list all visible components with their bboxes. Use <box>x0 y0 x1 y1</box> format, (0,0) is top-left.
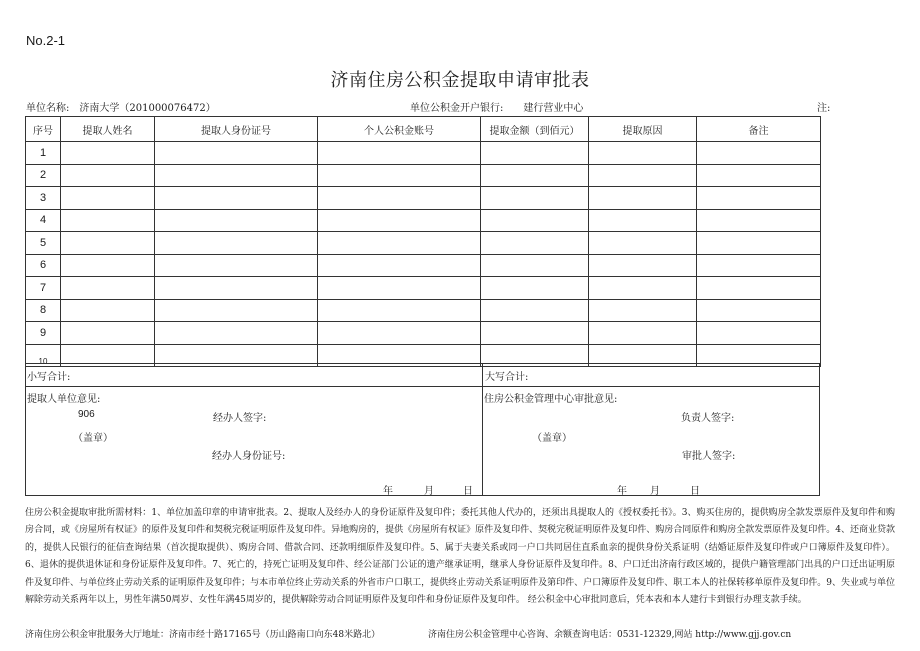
col-header-account: 个人公积金账号 <box>318 117 481 142</box>
row-index: 6 <box>26 254 61 277</box>
account-cell[interactable] <box>318 187 481 210</box>
account-cell[interactable] <box>318 277 481 300</box>
reason-cell[interactable] <box>589 232 697 255</box>
id-cell[interactable] <box>155 164 318 187</box>
bank-info <box>410 99 583 114</box>
name-cell[interactable] <box>61 322 155 345</box>
leader-sign-label: 负责人签字: <box>681 413 735 424</box>
unit-date-year: 年 <box>383 486 393 497</box>
amount-cell[interactable] <box>481 232 589 255</box>
remark-cell[interactable] <box>697 254 821 277</box>
table-row <box>26 164 821 187</box>
center-date-year: 年 <box>617 486 627 497</box>
remark-cell[interactable] <box>697 232 821 255</box>
center-opinion-label: 住房公积金管理中心审批意见: <box>484 394 618 405</box>
handler-sign-label: 经办人签字: <box>213 413 267 424</box>
subtotal-lower-label: 小写合计: <box>27 372 71 383</box>
remark-cell[interactable] <box>697 142 821 165</box>
table-row <box>26 254 821 277</box>
remark-cell[interactable] <box>697 187 821 210</box>
center-date-month: 月 <box>650 486 660 497</box>
document-number: No.2-1 <box>26 33 66 48</box>
unit-seal-label: （盖章） <box>73 433 113 444</box>
name-cell[interactable] <box>61 277 155 300</box>
table-row <box>26 187 821 210</box>
unit-name-label: 单位名称: <box>26 103 70 114</box>
account-cell[interactable] <box>318 142 481 165</box>
reason-cell[interactable] <box>589 209 697 232</box>
name-cell[interactable] <box>61 232 155 255</box>
name-cell[interactable] <box>61 187 155 210</box>
id-cell[interactable] <box>155 209 318 232</box>
subtotal-lower-cell[interactable] <box>25 363 483 387</box>
center-opinion-section <box>482 386 820 496</box>
row-index: 10 <box>26 344 61 367</box>
row-index: 1 <box>26 142 61 165</box>
id-cell[interactable] <box>155 187 318 210</box>
account-cell[interactable] <box>318 164 481 187</box>
row-index: 3 <box>26 187 61 210</box>
amount-cell[interactable] <box>481 164 589 187</box>
reason-cell[interactable] <box>589 164 697 187</box>
table-row <box>26 209 821 232</box>
account-cell[interactable] <box>318 232 481 255</box>
row-index: 4 <box>26 209 61 232</box>
amount-cell[interactable] <box>481 277 589 300</box>
subtotal-upper-label: 大写合计: <box>485 372 529 383</box>
name-cell[interactable] <box>61 299 155 322</box>
footer-address: 济南住房公积金审批服务大厅地址：济南市经十路17165号（历山路南口向东48米路北） <box>25 630 381 640</box>
unit-opinion-section <box>25 386 483 496</box>
materials-notes: 住房公积金提取审批所需材料：1、单位加盖印章的申请审批表。2、提取人及经办人的身份证原件及复印件；委托其他人代办的，还须出具提取人的《授权委托书》。3、购买住房的，提供购房全款发票原件及复印件和购房合同，或《房屋所有权证》的原件及复印件和契税完税证明原件及复印件。异地购房的，提供《房屋所有权证》原件及复印件、契税完税证明原件及复印件、购房合同原件和购房全款发票原件及复印件。4、还商业贷款的，提供人民银行的征信查询结果（首次提取提供）、购房合同、借款合同、还款明细原件及复印件。5、属于夫妻关系或同一户口共同居住直系血亲的提供身份关系证明（结婚证原件及复印件或户口簿原件及复印件）。6、退休的提供退休证和身份证原件及复印件。7、死亡的，持死亡证明及复印件、经公证部门公证的遗产继承证明，继承人身份证原件及复印件。8、户口迁出济南行政区域的，提供户籍管理部门出具的户口迁出证明原件及复印件、与单位终止劳动关系的证明原件及复印件；与本市单位终止劳动关系的外省市户口职工，提供终止劳动关系证明原件及第印件、户口簿原件及复印件、职工本人的社保转移单原件及复印件。9、失业或与单位解除劳动关系两年以上，男性年满50周岁、女性年满45周岁的，提供解除劳动合同证明原件及复印件和身份证原件及复印件。 经公积金中心审批同意后，凭本表和本人建行卡到银行办理支款手续。 <box>25 508 895 606</box>
handler-id-label: 经办人身份证号: <box>212 451 286 462</box>
amount-cell[interactable] <box>481 299 589 322</box>
row-index: 9 <box>26 322 61 345</box>
remark-cell[interactable] <box>697 299 821 322</box>
page-title: 济南住房公积金提取申请审批表 <box>330 70 590 91</box>
id-cell[interactable] <box>155 254 318 277</box>
amount-cell[interactable] <box>481 322 589 345</box>
unit-name <box>26 99 216 114</box>
amount-cell[interactable] <box>481 209 589 232</box>
col-header-index: 序号 <box>26 117 61 142</box>
center-seal-label: （盖章） <box>532 433 572 444</box>
table-row <box>26 142 821 165</box>
note-label: 注: <box>817 103 831 114</box>
name-cell[interactable] <box>61 209 155 232</box>
col-header-reason: 提取原因 <box>589 117 697 142</box>
remark-cell[interactable] <box>697 322 821 345</box>
name-cell[interactable] <box>61 142 155 165</box>
remark-cell[interactable] <box>697 277 821 300</box>
center-date-day: 日 <box>690 486 700 497</box>
reason-cell[interactable] <box>589 254 697 277</box>
col-header-amount: 提取金额（到佰元） <box>481 117 589 142</box>
reason-cell[interactable] <box>589 142 697 165</box>
table-header-row <box>26 117 821 142</box>
id-cell[interactable] <box>155 277 318 300</box>
footer-contact: 济南住房公积金管理中心咨询、余额查询电话：0531-12329,网站 http://www.gjj.gov.cn <box>428 630 792 640</box>
unit-name-value: 济南大学（201000076472） <box>79 103 216 114</box>
table-row <box>26 322 821 345</box>
name-cell[interactable] <box>61 254 155 277</box>
table-row <box>26 299 821 322</box>
row-index: 8 <box>26 299 61 322</box>
unit-opinion-label: 提取人单位意见: <box>27 394 101 405</box>
col-header-name: 提取人姓名 <box>61 117 155 142</box>
table-row <box>26 232 821 255</box>
id-cell[interactable] <box>155 232 318 255</box>
unit-date-month: 月 <box>424 486 434 497</box>
id-cell[interactable] <box>155 299 318 322</box>
footer <box>25 627 792 640</box>
reason-cell[interactable] <box>589 299 697 322</box>
id-cell[interactable] <box>155 142 318 165</box>
reason-cell[interactable] <box>589 322 697 345</box>
bank-label: 单位公积金开户银行: <box>410 103 504 114</box>
reason-cell[interactable] <box>589 187 697 210</box>
reason-cell[interactable] <box>589 277 697 300</box>
account-cell[interactable] <box>318 209 481 232</box>
amount-cell[interactable] <box>481 254 589 277</box>
unit-date-day: 日 <box>463 486 473 497</box>
unit-code: 906 <box>78 409 95 420</box>
id-cell[interactable] <box>155 322 318 345</box>
amount-cell[interactable] <box>481 187 589 210</box>
approver-sign-label: 审批人签字: <box>682 451 736 462</box>
applicant-table <box>25 116 821 367</box>
row-index: 7 <box>26 277 61 300</box>
col-header-remark: 备注 <box>697 117 821 142</box>
account-cell[interactable] <box>318 254 481 277</box>
remark-cell[interactable] <box>697 209 821 232</box>
account-cell[interactable] <box>318 299 481 322</box>
amount-cell[interactable] <box>481 142 589 165</box>
table-row <box>26 277 821 300</box>
account-cell[interactable] <box>318 322 481 345</box>
remark-cell[interactable] <box>697 164 821 187</box>
name-cell[interactable] <box>61 164 155 187</box>
subtotal-upper-cell[interactable] <box>482 363 820 387</box>
row-index: 5 <box>26 232 61 255</box>
row-index: 2 <box>26 164 61 187</box>
col-header-id-number: 提取人身份证号 <box>155 117 318 142</box>
bank-value: 建行营业中心 <box>523 103 584 114</box>
